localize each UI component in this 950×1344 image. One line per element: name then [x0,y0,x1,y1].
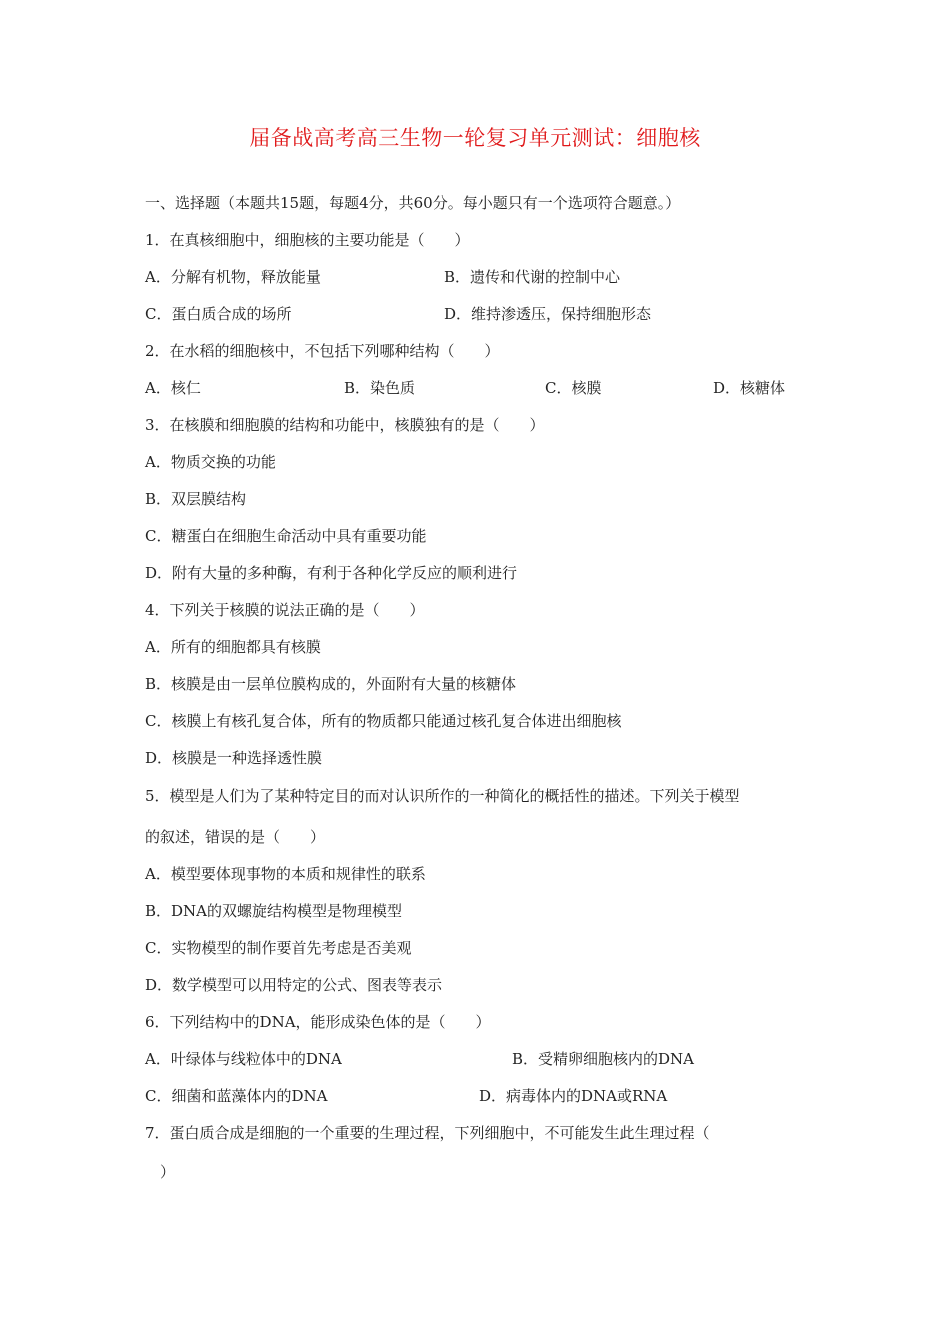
question-4-stem: 4．下列关于核膜的说法正确的是（ ） [145,601,425,619]
question-3-stem: 3．在核膜和细胞膜的结构和功能中，核膜独有的是（ ） [145,416,545,434]
question-6-option-a: A．叶绿体与线粒体中的DNA [145,1050,342,1068]
question-7-stem-continued: ） [160,1163,176,1181]
question-2-stem: 2．在水稻的细胞核中，不包括下列哪种结构（ ） [145,342,500,360]
question-1-option-a: A．分解有机物，释放能量 [145,268,321,286]
question-7-stem: 7．蛋白质合成是细胞的一个重要的生理过程，下列细胞中，不可能发生此生理过程（ [145,1124,710,1142]
question-1-option-b: B．遗传和代谢的控制中心 [444,268,621,286]
section-header: 一、选择题（本题共15题，每题4分，共60分。每小题只有一个选项符合题意。） [145,194,681,212]
question-2-option-d: D．核糖体 [713,379,786,397]
question-5-option-d: D．数学模型可以用特定的公式、图表等表示 [145,976,443,994]
question-4-option-a: A．所有的细胞都具有核膜 [145,638,321,656]
question-4-option-d: D．核膜是一种选择透性膜 [145,749,323,767]
question-2-option-a: A．核仁 [145,379,201,397]
question-1-option-c: C．蛋白质合成的场所 [145,305,292,323]
question-5-option-a: A．模型要体现事物的本质和规律性的联系 [145,865,426,883]
question-6-option-d: D．病毒体内的DNA或RNA [479,1087,668,1105]
question-6-stem: 6．下列结构中的DNA，能形成染色体的是（ ） [145,1013,491,1031]
question-1-option-d: D．维持渗透压，保持细胞形态 [444,305,652,323]
question-5-option-b: B．DNA的双螺旋结构模型是物理模型 [145,902,403,920]
question-5-stem: 5．模型是人们为了某种特定目的而对认识所作的一种简化的概括性的描述。下列关于模型 [145,787,740,805]
question-3-option-b: B．双层膜结构 [145,490,247,508]
question-1-stem: 1．在真核细胞中，细胞核的主要功能是（ ） [145,231,470,249]
question-2-option-c: C．核膜 [545,379,602,397]
question-4-option-b: B．核膜是由一层单位膜构成的，外面附有大量的核糖体 [145,675,517,693]
question-3-option-d: D．附有大量的多种酶，有利于各种化学反应的顺利进行 [145,564,518,582]
question-3-option-c: C．糖蛋白在细胞生命活动中具有重要功能 [145,527,427,545]
page-title: 届备战高考高三生物一轮复习单元测试：细胞核 [249,126,701,150]
question-5-option-c: C．实物模型的制作要首先考虑是否美观 [145,939,412,957]
question-6-option-b: B．受精卵细胞核内的DNA [512,1050,695,1068]
question-5-stem-continued: 的叙述，错误的是（ ） [145,828,326,846]
question-6-option-c: C．细菌和蓝藻体内的DNA [145,1087,328,1105]
question-4-option-c: C．核膜上有核孔复合体，所有的物质都只能通过核孔复合体进出细胞核 [145,712,622,730]
question-3-option-a: A．物质交换的功能 [145,453,276,471]
question-2-option-b: B．染色质 [344,379,416,397]
